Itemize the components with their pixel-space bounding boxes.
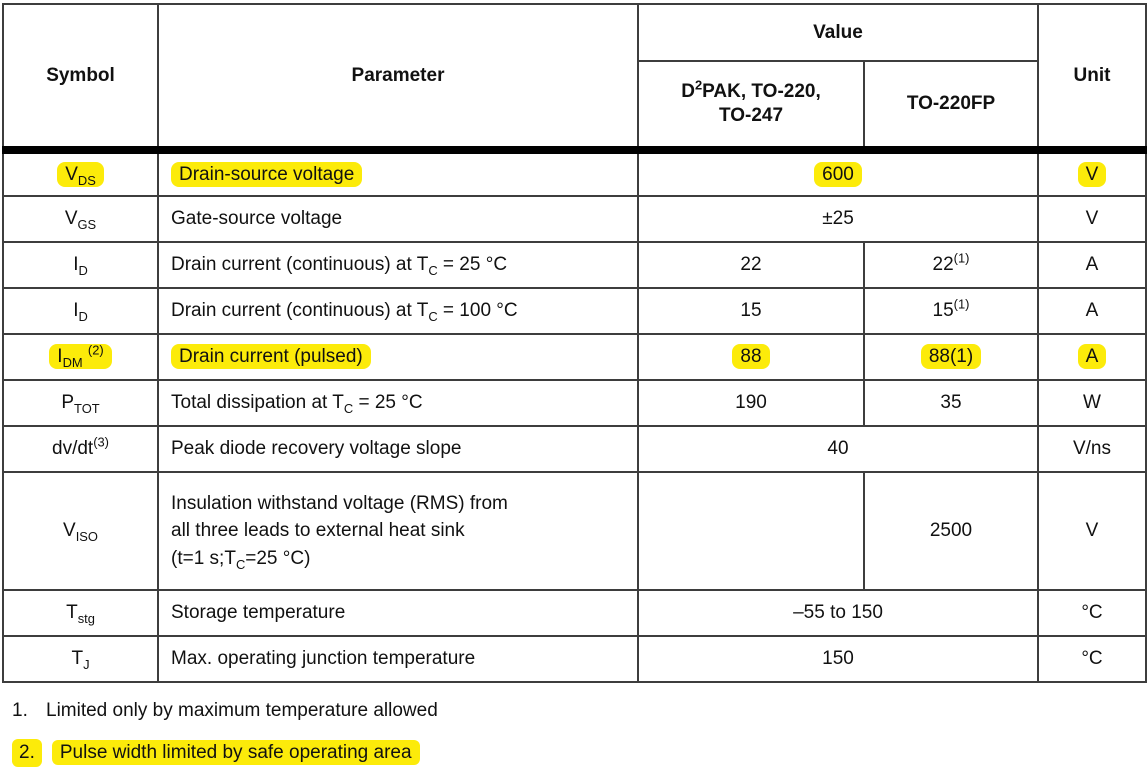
symbol-cell: $P_{TOT}$ [3, 380, 158, 426]
parameter-cell: Gate-source voltage [158, 196, 638, 242]
header-package-col2: TO-220FP [864, 61, 1038, 150]
table-row [3, 426, 1146, 472]
unit-cell: A [1038, 242, 1146, 288]
highlight-mark: Drain-source voltage [171, 162, 362, 187]
table-header [3, 4, 1146, 150]
value-cell: 22 [638, 242, 864, 288]
symbol-cell [3, 150, 158, 196]
value-cell: 35 [864, 380, 1038, 426]
footnote-number: 2. [12, 739, 42, 768]
header-parameter: Parameter [158, 4, 638, 150]
parameter-cell: Storage temperature [158, 590, 638, 636]
parameter-cell: Drain current (continuous) at $T_C = 100$ °C [158, 288, 638, 334]
value-cell: –55 to 150 [638, 590, 1038, 636]
maximum-ratings-table [2, 3, 1147, 683]
unit-cell: V/ns [1038, 426, 1146, 472]
parameter-cell [158, 150, 638, 196]
unit-cell: °C [1038, 590, 1146, 636]
unit-cell: A [1038, 288, 1146, 334]
value-cell: 15 [638, 288, 864, 334]
footnote-number: 1. [12, 700, 28, 721]
header-value: Value [638, 4, 1038, 61]
header-symbol: Symbol [3, 4, 158, 150]
symbol-cell: $T_{stg}$ [3, 590, 158, 636]
highlight-mark: A [1078, 344, 1107, 369]
unit-cell: °C [1038, 636, 1146, 682]
value-cell: 40 [638, 426, 1038, 472]
unit-cell: V [1038, 472, 1146, 590]
parameter-cell: Total dissipation at $T_C = 25$ °C [158, 380, 638, 426]
table-row [3, 288, 1146, 334]
symbol-cell: $V_{ISO}$ [3, 472, 158, 590]
parameter-cell: Insulation withstand voltage (RMS) from all three leads to external heat sink (t=1 $s;T_C=25$ °C) [158, 472, 638, 590]
table-row [3, 472, 1146, 590]
unit-cell [1038, 334, 1146, 380]
value-cell [864, 334, 1038, 380]
footnote-text: Pulse width limited by safe operating area [52, 740, 420, 765]
symbol-cell: $V_{GS}$ [3, 196, 158, 242]
footnotes [12, 699, 1146, 767]
symbol-cell: $I_D$ [3, 242, 158, 288]
highlight-mark: $I_{DM}$ $^{(2)}$ [49, 344, 111, 369]
parameter-cell: Peak diode recovery voltage slope [158, 426, 638, 472]
symbol-cell: $T_J$ [3, 636, 158, 682]
footnote [12, 739, 1146, 768]
table-row [3, 150, 1146, 196]
highlight-mark: V [1078, 162, 1107, 187]
table-row [3, 380, 1146, 426]
footnote-text: Limited only by maximum temperature allowed [46, 700, 438, 721]
table-row [3, 196, 1146, 242]
table-row [3, 334, 1146, 380]
highlight-mark: Drain current (pulsed) [171, 344, 371, 369]
value-cell [638, 150, 1038, 196]
value-cell: 15$^{(1)}$ [864, 288, 1038, 334]
parameter-cell: Max. operating junction temperature [158, 636, 638, 682]
value-cell [638, 334, 864, 380]
value-cell: ±25 [638, 196, 1038, 242]
symbol-cell: $dv/dt^{(3)}$ [3, 426, 158, 472]
table-body [3, 150, 1146, 682]
footnote [12, 699, 1146, 724]
value-cell: 190 [638, 380, 864, 426]
highlight-mark: 88 [732, 344, 769, 369]
unit-cell: V [1038, 196, 1146, 242]
header-row-top [3, 4, 1146, 61]
symbol-cell [3, 334, 158, 380]
parameter-cell: Drain current (continuous) at $T_C = 25$ °C [158, 242, 638, 288]
parameter-cell [158, 334, 638, 380]
header-package-col1: $D^2PAK$, TO-220, TO-247 [638, 61, 864, 150]
value-cell: 2500 [864, 472, 1038, 590]
value-cell [638, 472, 864, 590]
highlight-mark: 600 [814, 162, 862, 187]
highlight-mark: 88(1) [921, 344, 981, 369]
value-cell: 150 [638, 636, 1038, 682]
highlight-mark: $V_{DS}$ [57, 162, 104, 187]
table-row [3, 242, 1146, 288]
unit-cell [1038, 150, 1146, 196]
table-row [3, 590, 1146, 636]
value-cell: 22$^{(1)}$ [864, 242, 1038, 288]
header-unit: Unit [1038, 4, 1146, 150]
symbol-cell: $I_D$ [3, 288, 158, 334]
table-row [3, 636, 1146, 682]
unit-cell: W [1038, 380, 1146, 426]
